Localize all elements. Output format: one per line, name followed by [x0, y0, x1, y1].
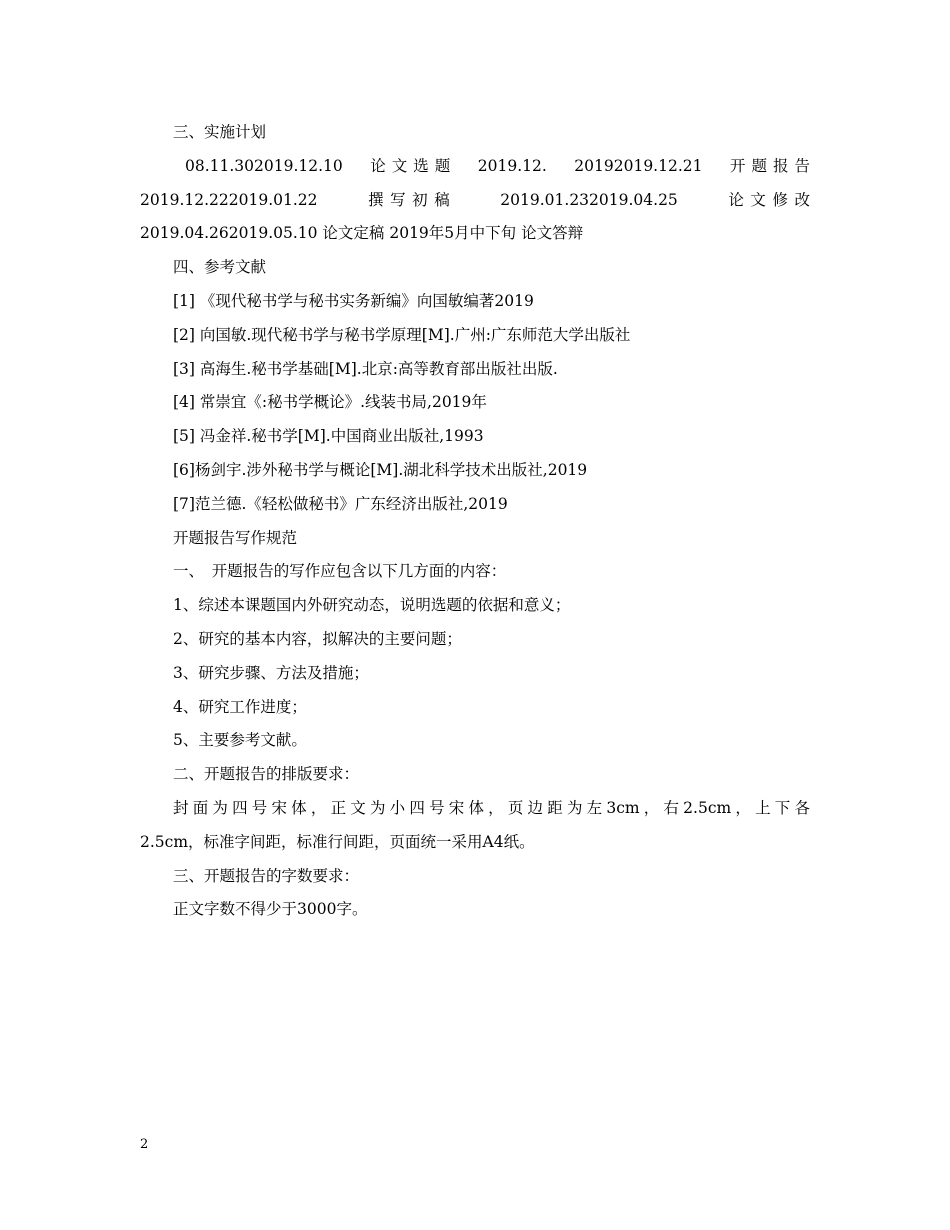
reference-item: [4] 常崇宜《:秘书学概论》.线装书局,2019年: [173, 393, 487, 412]
plan-heading: 三、实施计划: [173, 123, 267, 141]
section2-line-2: 2.5cm，标准字间距，标准行间距，页面统一采用A4纸。: [140, 832, 535, 851]
plan-line-2: 2019.12.222019.01.22 撰写初稿 2019.01.232019.04.25 论文修改: [140, 190, 810, 209]
section1-heading: 一、 开题报告的写作应包含以下几方面的内容：: [173, 562, 507, 581]
section2-line-1: 封面为四号宋体，正文为小四号宋体，页边距为左3cm，右2.5cm，上下各: [173, 798, 810, 817]
document-body: [140, 116, 810, 927]
section1-item: 1、综述本课题国内外研究动态，说明选题的依据和意义；: [173, 596, 571, 615]
section1-item: 5、主要参考文献。: [173, 731, 307, 750]
spec-title: 开题报告写作规范: [173, 528, 298, 547]
reference-item: [3] 高海生.秘书学基础[M].北京:高等教育部出版社出版.: [173, 359, 558, 378]
plan-line-1: 08.11.302019.12.10 论文选题 2019.12. 20192019.12.21 开题报告: [185, 156, 810, 175]
reference-item: [7]范兰德.《轻松做秘书》广东经济出版社,2019: [173, 494, 508, 513]
reference-item: [6]杨剑宇.涉外秘书学与概论[M].湖北科学技术出版社,2019: [173, 460, 588, 479]
reference-item: [2] 向国敏.现代秘书学与秘书学原理[M].广州:广东师范大学出版社: [173, 325, 631, 344]
section1-item: 4、研究工作进度；: [173, 697, 307, 716]
references-heading: 四、参考文献: [173, 258, 267, 277]
section1-item: 2、研究的基本内容，拟解决的主要问题；: [173, 629, 462, 648]
section1-item: 3、研究步骤、方法及措施；: [173, 663, 369, 682]
page-number: 2: [140, 1137, 149, 1152]
plan-line-3: 2019.04.262019.05.10 论文定稿 2019年5月中下旬 论文答辩: [140, 224, 584, 243]
reference-item: [5] 冯金祥.秘书学[M].中国商业出版社,1993: [173, 427, 484, 446]
section2-heading: 二、开题报告的排版要求：: [173, 765, 360, 784]
section3-heading: 三、开题报告的字数要求：: [173, 866, 360, 885]
reference-item: [1] 《现代秘书学与秘书实务新编》向国敏编著2019: [173, 291, 534, 310]
section3-text: 正文字数不得少于3000字。: [173, 900, 368, 919]
